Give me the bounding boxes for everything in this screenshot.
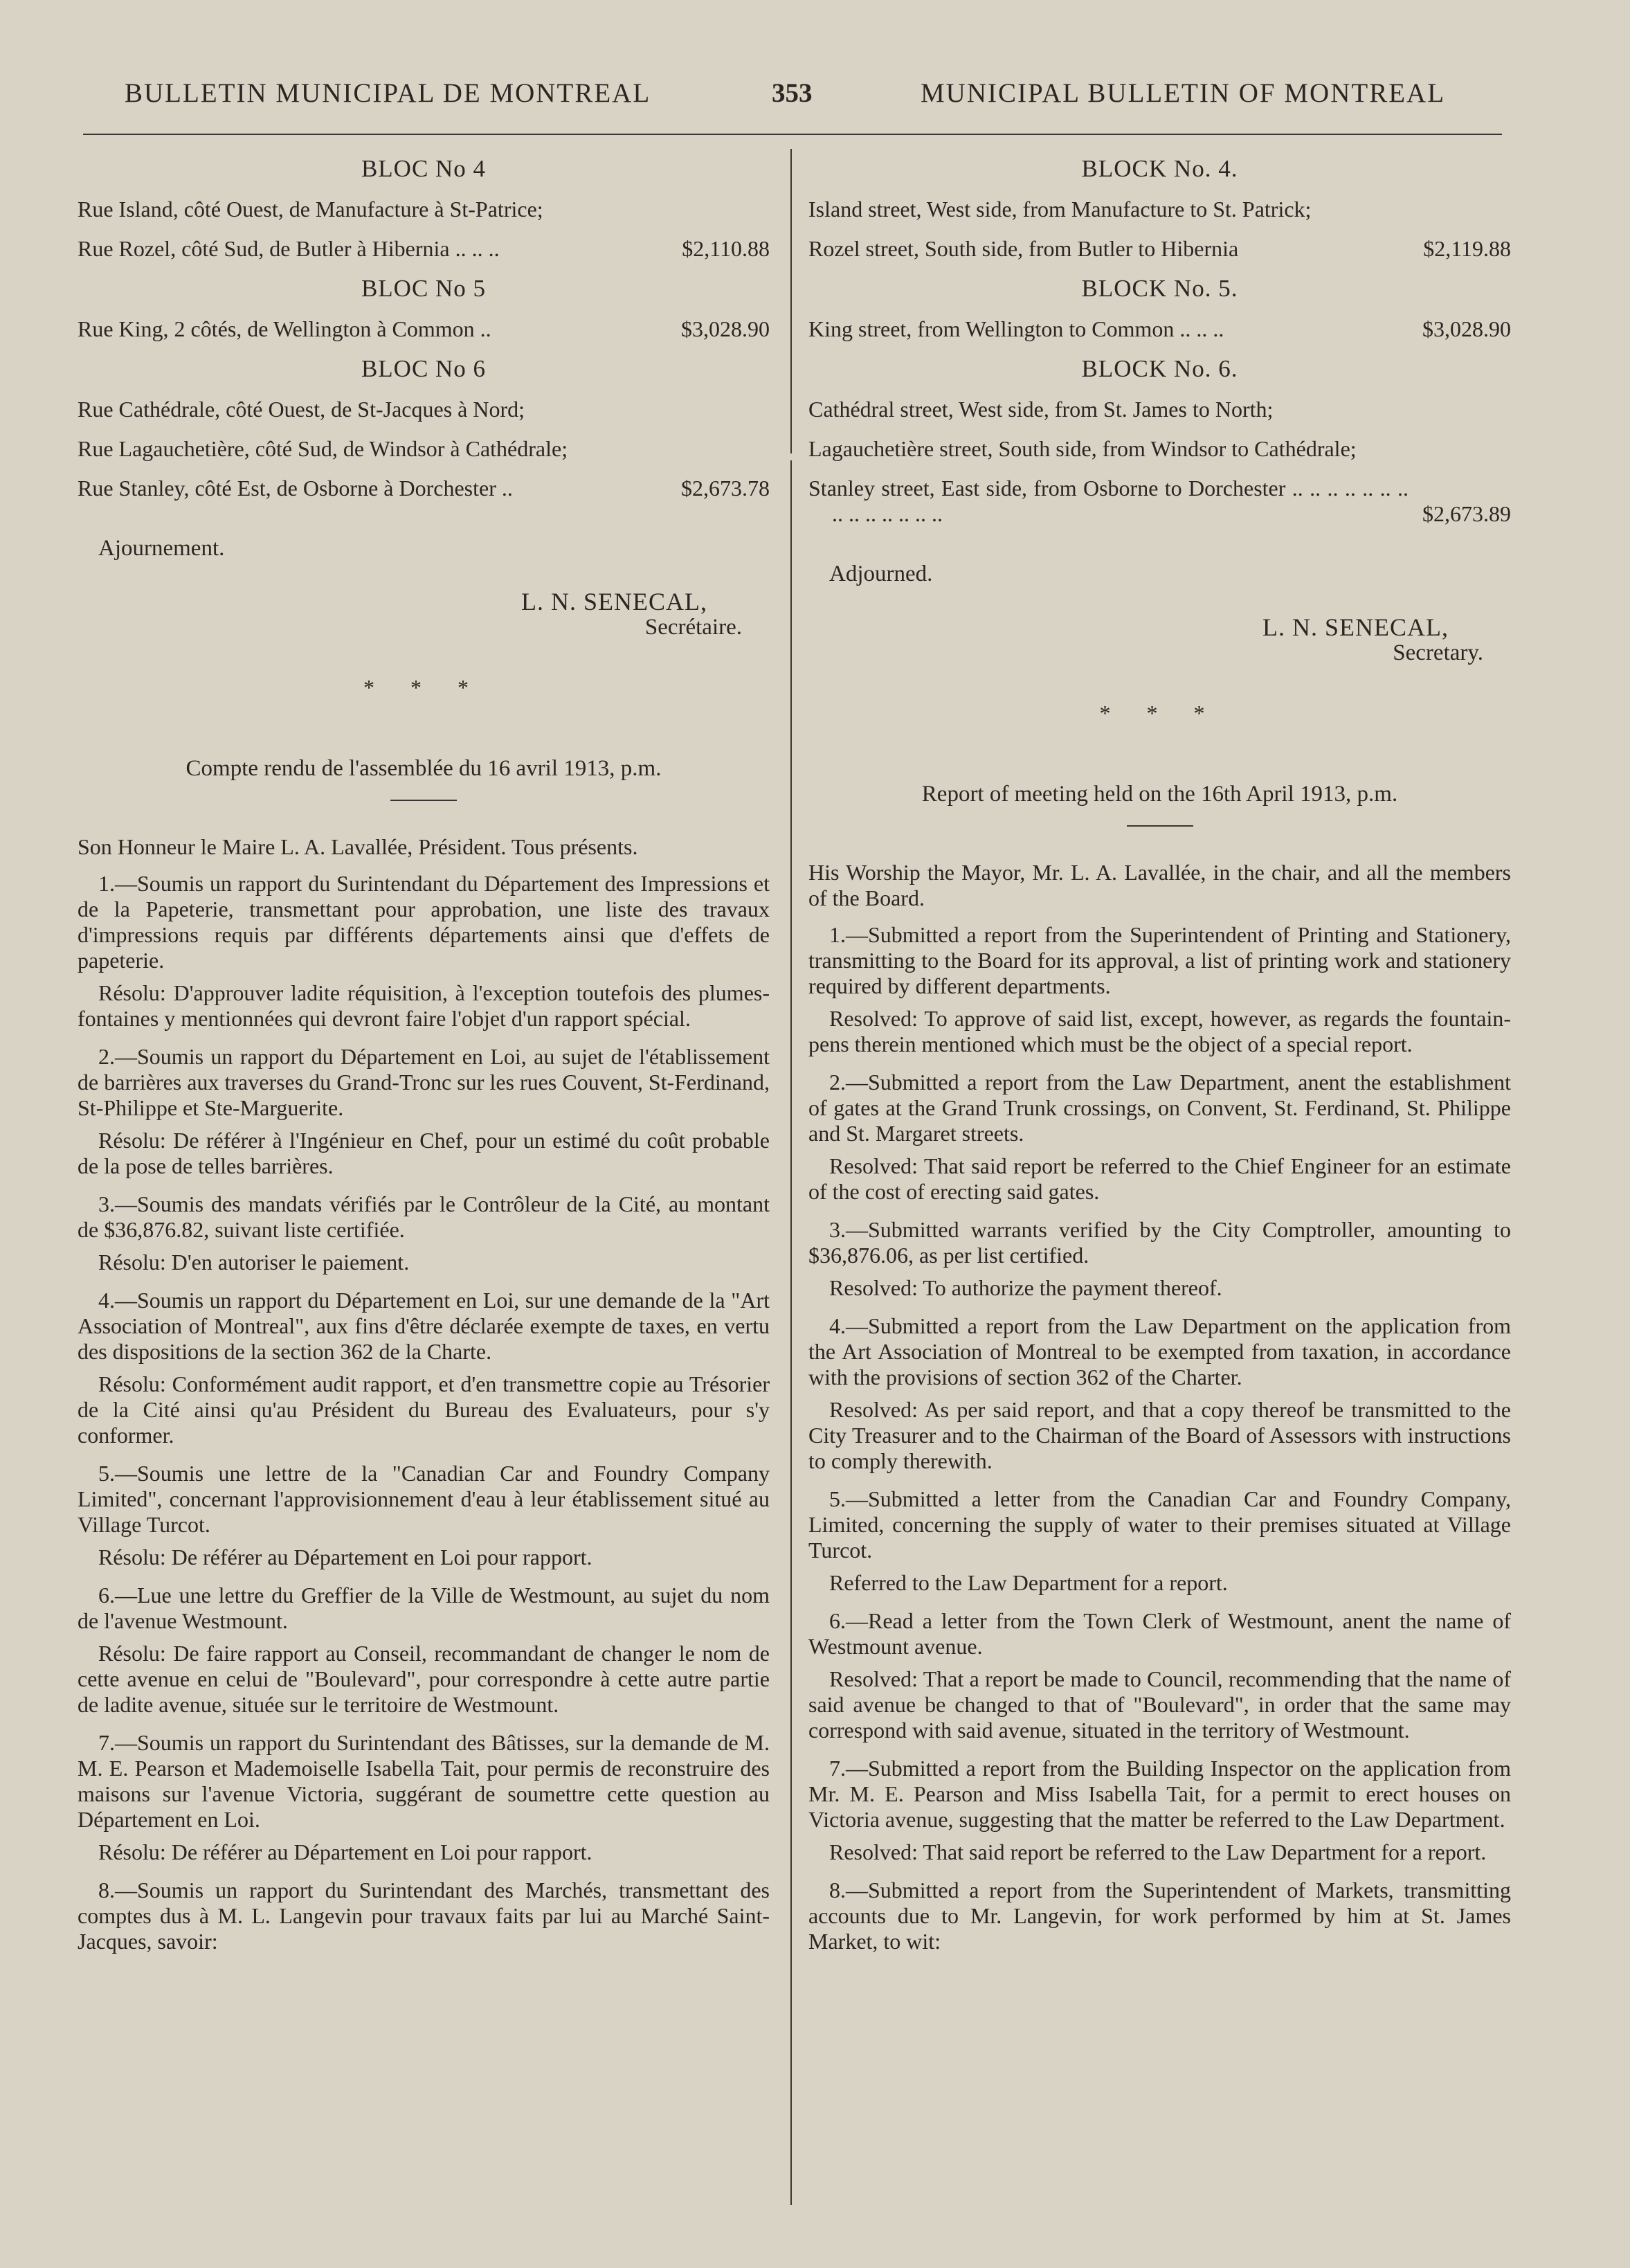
signature-title: Secretary. [1393,640,1483,665]
bloc-6 [78,356,770,501]
bloc-heading: BLOC No 5 [361,275,487,302]
street-entry [78,316,770,342]
block-heading: BLOCK No. 5. [1081,275,1238,302]
street-entry-text: Rue Stanley, côté Est, de Osborne à Dorchester .. [78,476,513,501]
street-entry-text: Rue King, 2 côtés, de Wellington à Common .. [78,316,491,341]
street-entry-text: Stanley street, East side, from Osborne to Dorchester .. .. .. .. .. .. .. .. .. .. .. .. .. .. [808,476,1409,526]
agenda-item: 8.—Submitted a report from the Superintendent of Markets, transmitting accounts due to Mr. Langevin, for work performed by him at St. James Market, to wit: [808,1878,1511,1954]
agenda-item: 6.—Read a letter from the Town Clerk of Westmount, anent the name of Westmount avenue. [808,1608,1511,1659]
column-divider-main [790,460,792,2205]
agenda-item: 3.—Soumis des mandats vérifiés par le Contrôleur de la Cité, au montant de $36,876.82, suivant liste certifiée. [78,1191,770,1242]
resolution: Résolu: D'approuver ladite réquisition, à l'exception toutefois des plumes-fontaines y mentionnées qui devront faire l'objet d'un rapport spécial. [78,980,770,1031]
resolution: Resolved: That said report be referred to the Law Department for a report. [829,1839,1487,1864]
page-number: 353 [772,78,813,108]
street-entry-text: Rue Cathédrale, côté Ouest, de St-Jacques à Nord; [78,397,525,422]
resolution: Résolu: De référer au Département en Loi pour rapport. [98,1839,592,1864]
short-rule [390,800,457,801]
adjournment: Ajournement. [98,536,225,561]
resolution: Résolu: De référer à l'Ingénieur en Chef, pour un estimé du coût probable de la pose de telles barrières. [78,1128,770,1178]
agenda-item: 1.—Submitted a report from the Superintendent of Printing and Stationery, transmitting to the Board for its approval, a list of printing work and stationery required by different departments. [808,922,1511,998]
street-entry [78,197,770,222]
street-entry [808,436,1511,462]
block-4 [808,156,1511,262]
header-title-english: MUNICIPAL BULLETIN OF MONTREAL [921,78,1446,108]
section-separator: * * * [1099,701,1220,726]
agenda-item: 4.—Soumis un rapport du Département en Loi, sur une demande de la "Art Association of Montreal", aux fins d'être déclarée exempte de taxes, en vertu des dispositions de la section 362 de la Charte. [78,1288,770,1364]
resolution: Résolu: De référer au Département en Loi pour rapport. [98,1545,592,1569]
resolution: Resolved: To approve of said list, except, however, as regards the fountain-pens therein mentioned which must be the object of a special report. [808,1006,1511,1056]
signature-name: L. N. SENECAL, [1262,613,1449,641]
resolution: Résolu: D'en autoriser le paiement. [98,1250,410,1275]
street-entry [78,476,770,501]
attendance: His Worship the Mayor, Mr. L. A. Lavallée, in the chair, and all the members of the Board. [808,860,1511,910]
street-entry [808,236,1511,262]
street-entry-text: King street, from Wellington to Common .. .. .. [808,316,1224,341]
header-rule [83,134,1502,135]
resolution: Resolved: To authorize the payment thereof. [829,1275,1222,1300]
street-entry-text: Rue Rozel, côté Sud, de Butler à Hibernia .. .. .. [78,236,500,261]
street-entry [808,397,1511,422]
street-entry-text: Rue Lagauchetière, côté Sud, de Windsor à Cathédrale; [78,436,568,461]
resolution: Resolved: That a report be made to Council, recommending that the name of said avenue be changed to that of "Boulevard", in order that the same may correspond with said avenue, situated in the territory of Westmount. [808,1666,1511,1743]
agenda-item: 7.—Submitted a report from the Building Inspector on the application from Mr. M. E. Pearson and Miss Isabella Tait, for a permit to erect houses on Victoria avenue, suggesting that the matter be referred to the Law Department. [808,1756,1511,1832]
column-divider-top [790,149,792,453]
street-entry-amount: $3,028.90 [1422,316,1511,341]
street-entry [78,397,770,422]
short-rule [1127,825,1193,827]
adjournment: Adjourned. [829,561,933,586]
resolution: Referred to the Law Department for a report. [829,1570,1228,1595]
french-column [78,156,770,1961]
bloc-heading: BLOC No 4 [361,155,487,182]
agenda-item: 5.—Submitted a letter from the Canadian Car and Foundry Company, Limited, concerning the supply of water to their premises situated at Village Turcot. [808,1486,1511,1563]
agenda-item: 7.—Soumis un rapport du Surintendant des Bâtisses, sur la demande de M. M. E. Pearson et Mademoiselle Isabella Tait, pour permis de reconstruire des maisons sur l'avenue Victoria, suggérant de soumettre cette question au Département en Loi. [78,1730,770,1832]
block-heading: BLOCK No. 6. [1081,355,1238,382]
street-entry-amount: $2,110.88 [682,236,770,261]
resolution: Resolved: That said report be referred to the Chief Engineer for an estimate of the cost of erecting said gates. [808,1153,1511,1204]
signature-name: L. N. SENECAL, [521,588,707,615]
street-entry-amount: $2,673.89 [1422,501,1511,526]
english-column [808,156,1511,1961]
street-entry-amount: $3,028.90 [681,316,770,341]
resolution: Resolved: As per said report, and that a copy thereof be transmitted to the City Treasurer and to the Chairman of the Board of Assessors with instructions to comply therewith. [808,1397,1511,1473]
block-6 [808,356,1511,527]
street-entry [808,476,1511,527]
section-separator: * * * [363,675,484,700]
agenda-item: 1.—Soumis un rapport du Surintendant du Département des Impressions et de la Papeterie, transmettant pour approbation, une liste des travaux d'impressions requis par différents départements ainsi que d'effets de papeterie. [78,871,770,973]
street-entry-text: Cathédral street, West side, from St. James to North; [808,397,1274,422]
bloc-5 [78,276,770,342]
resolution: Résolu: Conformément audit rapport, et d'en transmettre copie au Trésorier de la Cité ainsi qu'au Président du Bureau des Evaluateurs, pour s'y conformer. [78,1371,770,1448]
resolution: Résolu: De faire rapport au Conseil, recommandant de changer le nom de cette avenue en celui de "Boulevard", pour correspondre à cette autre partie de ladite avenue, située sur le territoire de Westmount. [78,1641,770,1717]
running-header [83,78,1547,119]
meeting-title: Report of meeting held on the 16th April 1913, p.m. [921,782,1398,807]
agenda-item: 2.—Soumis un rapport du Département en Loi, au sujet de l'établissement de barrières aux traverses du Grand-Tronc sur les rues Couvent, St-Ferdinand, St-Philippe et Ste-Marguerite. [78,1044,770,1120]
street-entry [78,436,770,462]
agenda-item: 4.—Submitted a report from the Law Department on the application from the Art Association of Montreal to be exempted from taxation, in accordance with the provisions of section 362 of the Charter. [808,1313,1511,1389]
street-entry-amount: $2,673.78 [681,476,770,501]
agenda-item: 5.—Soumis une lettre de la "Canadian Car and Foundry Company Limited", concernant l'approvisionnement d'eau à leur établissement situé au Village Turcot. [78,1461,770,1537]
header-title-french: BULLETIN MUNICIPAL DE MONTREAL [125,78,651,108]
street-entry [808,316,1511,342]
street-entry-amount: $2,119.88 [1423,236,1511,261]
street-entry-text: Rozel street, South side, from Butler to Hibernia [808,236,1239,261]
street-entry-text: Island street, West side, from Manufacture to St. Patrick; [808,197,1312,222]
street-entry [808,197,1511,222]
agenda-item: 8.—Soumis un rapport du Surintendant des Marchés, transmettant des comptes dus à M. L. Langevin pour travaux faits par lui au Marché Saint-Jacques, savoir: [78,1878,770,1954]
agenda-item: 3.—Submitted warrants verified by the City Comptroller, amounting to $36,876.06, as per list certified. [808,1217,1511,1268]
signature-title: Secrétaire. [644,615,742,640]
block-heading: BLOCK No. 4. [1081,155,1238,182]
meeting-title: Compte rendu de l'assemblée du 16 avril 1913, p.m. [185,756,662,781]
bloc-4 [78,156,770,262]
block-5 [808,276,1511,342]
street-entry-text: Lagauchetière street, South side, from Windsor to Cathédrale; [808,436,1357,461]
agenda-item: 2.—Submitted a report from the Law Department, anent the establishment of gates at the Grand Trunk crossings, on Convent, St. Ferdinand, St. Philippe and St. Margaret streets. [808,1070,1511,1146]
attendance: Son Honneur le Maire L. A. Lavallée, Président. Tous présents. [78,834,638,859]
agenda-item: 6.—Lue une lettre du Greffier de la Ville de Westmount, au sujet du nom de l'avenue Westmount. [78,1583,770,1633]
street-entry-text: Rue Island, côté Ouest, de Manufacture à St-Patrice; [78,197,543,222]
street-entry [78,236,770,262]
bloc-heading: BLOC No 6 [361,355,487,382]
